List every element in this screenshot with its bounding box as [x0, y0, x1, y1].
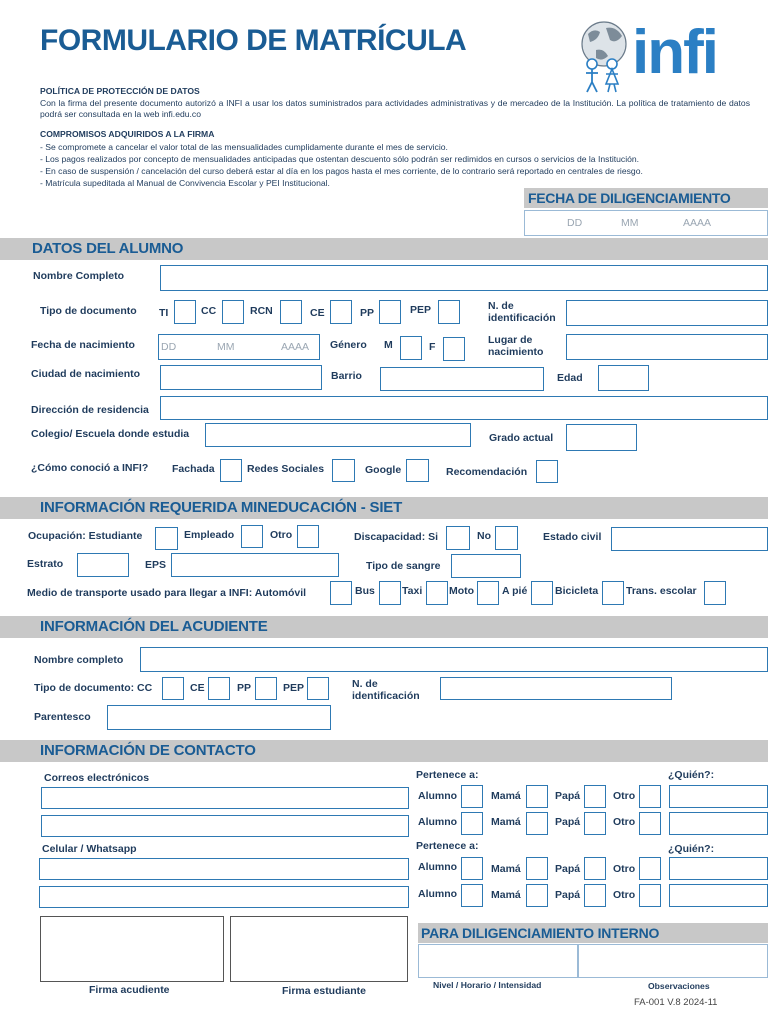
doc-ce-label: CE	[310, 307, 325, 319]
section-acudiente-title: INFORMACIÓN DEL ACUDIENTE	[40, 618, 268, 635]
section-contacto-title: INFORMACIÓN DE CONTACTO	[40, 742, 256, 759]
section-mineducacion	[0, 497, 768, 519]
discapacidad-label: Discapacidad: Si	[354, 531, 439, 543]
acudiente-nombre-input[interactable]	[140, 647, 768, 672]
recomendacion-checkbox[interactable]	[536, 460, 558, 483]
commitment-1: - Se compromete a cancelar el valor total de las mensualidades cumplidamente durante el mes de servicio.	[40, 142, 448, 152]
direccion-input[interactable]	[160, 396, 768, 420]
doc-ti-checkbox[interactable]	[174, 300, 196, 324]
interno-header	[418, 923, 768, 943]
otro-label-r2: Otro	[613, 816, 636, 828]
redes-checkbox[interactable]	[332, 459, 355, 482]
como-conocio-label: ¿Cómo conoció a INFI?	[31, 462, 149, 474]
ciudad-nacimiento-input[interactable]	[160, 365, 322, 390]
n-identificacion-label: N. de identificación	[488, 300, 556, 324]
discapacidad-no-checkbox[interactable]	[495, 526, 518, 550]
acudiente-ce-checkbox[interactable]	[208, 677, 230, 700]
fn-mm: MM	[217, 341, 235, 353]
fecha-nacimiento-input[interactable]	[158, 334, 320, 360]
acudiente-pp-checkbox[interactable]	[255, 677, 277, 700]
mama-label-r1: Mamá	[491, 790, 521, 802]
doc-pp-checkbox[interactable]	[379, 300, 401, 324]
firma-acudiente-label: Firma acudiente	[89, 984, 170, 996]
otro-ocupacion-label: Otro	[270, 529, 293, 541]
estado-civil-input[interactable]	[611, 527, 768, 551]
tipo-sangre-input[interactable]	[451, 554, 521, 578]
acudiente-n-id-label: N. de identificación	[352, 678, 420, 702]
quien-label-2: ¿Quién?:	[668, 843, 715, 855]
lugar-nacimiento-input[interactable]	[566, 334, 768, 360]
bus-checkbox[interactable]	[379, 581, 401, 605]
redes-label: Redes Sociales	[247, 463, 325, 475]
fachada-checkbox[interactable]	[220, 459, 242, 482]
firma-estudiante-box[interactable]	[230, 916, 408, 982]
otro-ocupacion-checkbox[interactable]	[297, 525, 319, 548]
n-identificacion-input[interactable]	[566, 300, 768, 326]
papa-label-r1: Papá	[555, 790, 581, 802]
empleado-label: Empleado	[184, 529, 235, 541]
ciudad-nacimiento-label: Ciudad de nacimiento	[31, 368, 141, 380]
taxi-checkbox[interactable]	[426, 581, 448, 605]
parentesco-label: Parentesco	[34, 711, 91, 723]
firma-estudiante-label: Firma estudiante	[282, 985, 367, 997]
alumno-checkbox-r3[interactable]	[461, 857, 483, 880]
pertenece-label-1: Pertenece a:	[416, 769, 479, 781]
alumno-checkbox-r2[interactable]	[461, 812, 483, 835]
fecha-dd: DD	[567, 217, 583, 229]
eps-input[interactable]	[171, 553, 339, 577]
privacy-title: POLÍTICA DE PROTECCIÓN DE DATOS	[40, 86, 200, 96]
fecha-mm: MM	[621, 217, 639, 229]
quien-input-r3[interactable]	[669, 857, 768, 880]
grado-input[interactable]	[566, 424, 637, 451]
genero-m-label: M	[384, 339, 393, 351]
bicicleta-label: Bicicleta	[555, 585, 599, 597]
doc-pep-label: PEP	[410, 304, 432, 316]
estrato-label: Estrato	[27, 558, 64, 570]
discapacidad-si-checkbox[interactable]	[446, 526, 470, 550]
acudiente-n-id-input[interactable]	[440, 677, 672, 700]
discapacidad-no-label: No	[477, 530, 491, 542]
otro-checkbox-r4[interactable]	[639, 884, 661, 907]
commitment-3: - En caso de suspensión / cancelación del curso deberá estar al día en los pagos hasta el mes corriente, de lo contrario será reportado en centrales de riesgo.	[40, 166, 643, 176]
correo-1-input[interactable]	[41, 787, 409, 809]
genero-m-checkbox[interactable]	[400, 336, 422, 360]
nombre-completo-input[interactable]	[160, 265, 768, 291]
otro-checkbox-r3[interactable]	[639, 857, 661, 880]
otro-label-r1: Otro	[613, 790, 636, 802]
papa-checkbox-r3[interactable]	[584, 857, 606, 880]
colegio-label: Colegio/ Escuela donde estudia	[31, 428, 190, 440]
estrato-input[interactable]	[77, 553, 129, 577]
bus-label: Bus	[355, 585, 375, 597]
quien-label-1: ¿Quién?:	[668, 769, 715, 781]
interno-title: PARA DILIGENCIAMIENTO INTERNO	[421, 925, 660, 941]
interno-observaciones-label: Observaciones	[648, 981, 710, 991]
quien-input-r1[interactable]	[669, 785, 768, 808]
papa-checkbox-r1[interactable]	[584, 785, 606, 808]
empleado-checkbox[interactable]	[241, 525, 263, 548]
fecha-aaaa: AAAA	[683, 217, 712, 229]
a-pie-checkbox[interactable]	[531, 581, 553, 605]
section-acudiente	[0, 616, 768, 638]
section-alumno-title: DATOS DEL ALUMNO	[32, 240, 184, 257]
eps-label: EPS	[145, 559, 167, 571]
edad-label: Edad	[557, 372, 583, 384]
google-label: Google	[365, 464, 402, 476]
otro-checkbox-r1[interactable]	[639, 785, 661, 808]
recomendacion-label: Recomendación	[446, 466, 528, 478]
trans-escolar-label: Trans. escolar	[626, 585, 697, 597]
mama-checkbox-r1[interactable]	[526, 785, 548, 808]
otro-label-r4: Otro	[613, 889, 636, 901]
google-checkbox[interactable]	[406, 459, 429, 482]
fn-aaaa: AAAA	[281, 341, 310, 353]
papa-label-r4: Papá	[555, 889, 581, 901]
barrio-label: Barrio	[331, 370, 362, 382]
mama-checkbox-r3[interactable]	[526, 857, 548, 880]
mama-label-r3: Mamá	[491, 863, 521, 875]
fecha-title: FECHA DE DILIGENCIAMIENTO	[528, 190, 731, 206]
transporte-label: Medio de transporte usado para llegar a INFI: Automóvil	[27, 587, 307, 599]
lugar-nacimiento-label: Lugar de nacimiento	[488, 334, 544, 358]
acudiente-pep-label: PEP	[283, 682, 305, 694]
acudiente-cc-checkbox[interactable]	[162, 677, 184, 700]
colegio-input[interactable]	[205, 423, 471, 447]
celular-2-input[interactable]	[39, 886, 409, 908]
fecha-input[interactable]	[524, 210, 768, 236]
alumno-checkbox-r1[interactable]	[461, 785, 483, 808]
doc-pep-checkbox[interactable]	[438, 300, 460, 324]
mama-label-r4: Mamá	[491, 889, 521, 901]
firma-acudiente-box[interactable]	[40, 916, 224, 982]
celular-label: Celular / Whatsapp	[42, 843, 137, 855]
form-title: FORMULARIO DE MATRÍCULA	[40, 24, 467, 57]
genero-f-label: F	[429, 341, 436, 353]
acudiente-tipo-doc-label: Tipo de documento: CC	[34, 682, 153, 694]
quien-input-r4[interactable]	[669, 884, 768, 907]
celular-1-input[interactable]	[39, 858, 409, 880]
logo-text: infi	[632, 18, 717, 87]
tipo-sangre-label: Tipo de sangre	[366, 560, 441, 572]
papa-label-r2: Papá	[555, 816, 581, 828]
edad-input[interactable]	[598, 365, 649, 391]
mama-checkbox-r2[interactable]	[526, 812, 548, 835]
ocupacion-label: Ocupación: Estudiante	[28, 530, 143, 542]
moto-label: Moto	[449, 585, 475, 597]
section-alumno	[0, 238, 768, 260]
grado-label: Grado actual	[489, 432, 554, 444]
trans-escolar-checkbox[interactable]	[704, 581, 726, 605]
acudiente-pep-checkbox[interactable]	[307, 677, 329, 700]
doc-cc-label: CC	[201, 305, 217, 317]
doc-ce-checkbox[interactable]	[330, 300, 352, 324]
quien-input-r2[interactable]	[669, 812, 768, 835]
otro-label-r3: Otro	[613, 863, 636, 875]
commitment-2: - Los pagos realizados por concepto de mensualidades anticipadas que ostentan descuento sólo podrán ser redimidos en cursos o servicios de la Institución.	[40, 154, 640, 164]
doc-ti-label: TI	[159, 307, 169, 319]
alumno-label-r4: Alumno	[418, 888, 458, 900]
doc-rcn-label: RCN	[250, 305, 273, 317]
commitment-4: - Matrícula supeditada al Manual de Convivencia Escolar y PEI Institucional.	[40, 178, 330, 188]
pertenece-label-2: Pertenece a:	[416, 840, 479, 852]
fachada-label: Fachada	[172, 463, 215, 475]
mama-checkbox-r4[interactable]	[526, 884, 548, 907]
doc-cc-checkbox[interactable]	[222, 300, 244, 324]
fecha-nacimiento-label: Fecha de nacimiento	[31, 339, 135, 351]
fn-dd: DD	[161, 341, 177, 353]
interno-nivel-label: Nivel / Horario / Intensidad	[433, 980, 542, 990]
section-mineducacion-title: INFORMACIÓN REQUERIDA MINEDUCACIÓN - SIET	[40, 499, 403, 516]
interno-observaciones-input[interactable]	[578, 944, 768, 978]
commitments-title: COMPROMISOS ADQUIRIDOS A LA FIRMA	[40, 129, 215, 139]
papa-label-r3: Papá	[555, 863, 581, 875]
alumno-label-r3: Alumno	[418, 861, 458, 873]
bicicleta-checkbox[interactable]	[602, 581, 624, 605]
infi-logo	[572, 18, 752, 98]
acudiente-nombre-label: Nombre completo	[34, 654, 124, 666]
genero-f-checkbox[interactable]	[443, 337, 465, 361]
acudiente-pp-label: PP	[237, 682, 252, 694]
genero-label: Género	[330, 339, 367, 351]
doc-pp-label: PP	[360, 307, 375, 319]
otro-checkbox-r2[interactable]	[639, 812, 661, 835]
section-contacto	[0, 740, 768, 762]
form-code: FA-001 V.8 2024-11	[634, 997, 718, 1008]
a-pie-label: A pié	[502, 585, 528, 597]
papa-checkbox-r2[interactable]	[584, 812, 606, 835]
fecha-header	[524, 188, 768, 208]
ocupacion-estudiante-checkbox[interactable]	[155, 527, 178, 550]
correos-label: Correos electrónicos	[44, 772, 150, 784]
doc-rcn-checkbox[interactable]	[280, 300, 302, 324]
alumno-label-r1: Alumno	[418, 790, 458, 802]
moto-checkbox[interactable]	[477, 581, 499, 605]
privacy-text: Con la firma del presente documento autorizó a INFI a usar los datos suministrados para actividades administrativas y de mercadeo de la Institución. La política de tratamiento de datos podrá ser consultada en la web infi.edu.co	[40, 98, 750, 119]
alumno-label-r2: Alumno	[418, 816, 458, 828]
estado-civil-label: Estado civil	[543, 531, 602, 543]
mama-label-r2: Mamá	[491, 816, 521, 828]
direccion-label: Dirección de residencia	[31, 404, 149, 416]
parentesco-input[interactable]	[107, 705, 331, 730]
correo-2-input[interactable]	[41, 815, 409, 837]
barrio-input[interactable]	[380, 367, 544, 391]
tipo-documento-label: Tipo de documento	[40, 305, 137, 317]
papa-checkbox-r4[interactable]	[584, 884, 606, 907]
interno-nivel-input[interactable]	[418, 944, 578, 978]
taxi-label: Taxi	[402, 585, 423, 597]
acudiente-ce-label: CE	[190, 682, 205, 694]
nombre-completo-label: Nombre Completo	[33, 270, 125, 282]
alumno-checkbox-r4[interactable]	[461, 884, 483, 907]
automovil-checkbox[interactable]	[330, 581, 352, 605]
